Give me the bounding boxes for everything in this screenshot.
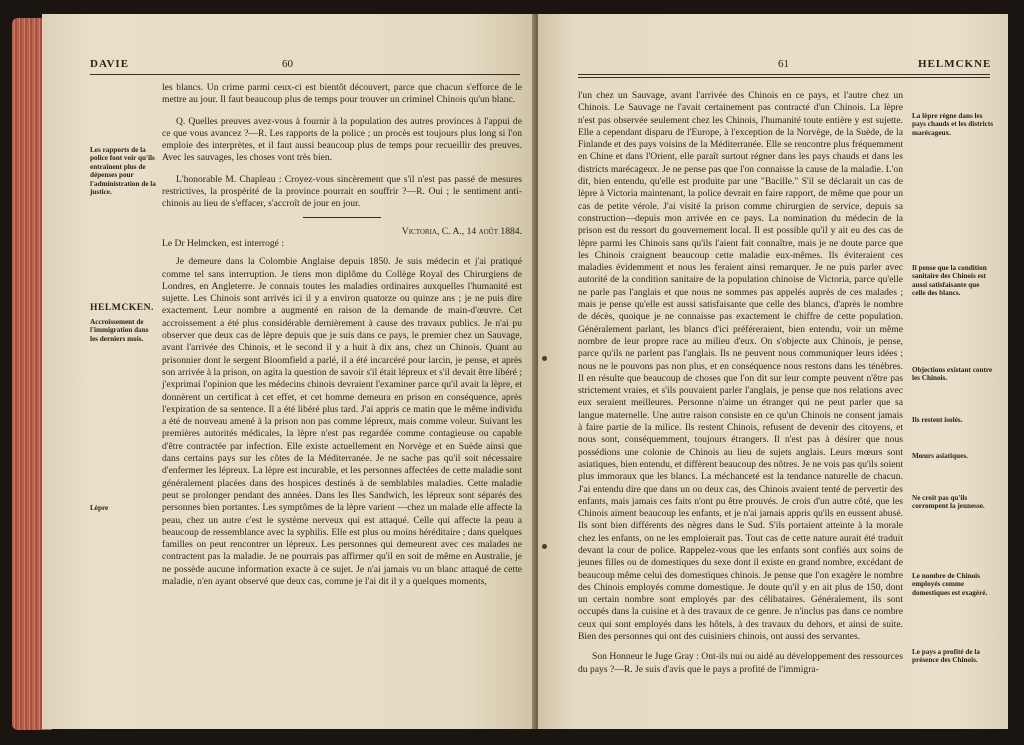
right-margin-note-5: Mœurs asiatiques. xyxy=(912,452,968,460)
left-page-number: 60 xyxy=(282,58,293,70)
left-paragraph-2: Q. Quelles preuves avez-vous à fournir à la population des autres provinces à l'appui de ce que vous avancez ?—R. Les rapports de la police ; un procès est toujours plus long si l'on emploie des interprètes, et il faut aussi beaucoup plus de temps pour recueillir des preuves. Avec les sauvages, les choses vont très bien. xyxy=(162,115,522,164)
left-paragraph-4: Je demeure dans la Colombie Anglaise depuis 1850. Je suis médecin et j'ai pratiqué comme tel sans interruption. Je tiens mon diplôme du Collège Royal des Chirurgiens de Londres, en Angleterre. Je connais toutes les maladies ordinaires auxquelles l'humanité est sujette. Les Chinois sont arrivés ici il y a environ quatorze ou quinze ans ; je ne puis dire exactement. Leur nombre a augmenté en raison de la demande de main-d'œuvre. Cet accroissement a été plus considérable dernièrement à cause des travaux publics. Je n'ai pu observer que deux cas de lèpre depuis que je suis dans ce pays, le premier chez un Sauvage, avant l'arrivée des Chinois, et le second il y a huit à dix ans, chez un Chinois. Quant au prisonnier dont le sergent Bloomfield a parlé, il a été incarcéré pour larcin, je pense, et après son arrivée à la prison, on agita la question de savoir s'il était lépreux et s'il devait être libéré ; j'exprimai l'opinion que les médecins chinois devraient l'examiner parce qu'il avait la lèpre, et donnèrent un certificat à cet effet, et cet homme demeura en prison en conséquence, après l'expiration de sa sentence. Il a été libéré plus tard. J'ai appris ce matin que le même individu a été de nouveau amené à la prison non pas comme lépreux, mais comme voleur. Suivant les premières autorités médicales, la lèpre n'est pas regardée comme contagieuse ou capable d'être contractée par infection. Elle existe actuellement en Norvège et en Suède ainsi que dans certains pays sur les côtes de la Méditerranée. Je ne sache pas qu'il soit nécessaire d'enfermer les lépreux. La lèpre est incurable, et les personnes affectées de cette maladie sont généralement placées dans des hospices destinés à de semblables maladies. Cette maladie peut se prolonger pendant des années. Dans les Iles Sandwich, les lépreux sont séparés des personnes bien portantes. Les symptômes de la lèpre varient —chez un malade elle affecte la peau, chez un autre c'est le système nerveux qui est attaqué. Celle qui affecte la peau a beaucoup de ressemblance avec la syphilis. Elle est plus ou moins héréditaire ; dans quelques familles on peut rencontrer un lépreux. Les personnes qui demeurent avec ces malades ne contractent pas la maladie. Je ne pourrais pas affirmer qu'il en soit de même en Australie, je ne possède aucune information exacte à ce sujet. Je n'ai jamais vu un blanc attaqué de cette maladie, n'en ayant observé que deux cas, comme je l'ai dit il y a quelques moments, xyxy=(162,256,522,587)
right-margin-note-8: Le pays a profité de la présence des Chinois. xyxy=(912,648,980,665)
right-margin-note-3: Objections existant contre les Chinois. xyxy=(912,366,993,383)
left-margin-note-2: Accroissement de l'immigration dans les derniers mois. xyxy=(90,318,149,343)
left-header-rule xyxy=(90,74,520,75)
binding-hole xyxy=(542,356,547,361)
right-text-block xyxy=(578,90,903,676)
right-header-rule xyxy=(578,74,990,75)
left-margin-note-1: Les rapports de la police font voir qu'ils entraînent plus de dépenses pour l'administration de la justice. xyxy=(90,146,156,197)
left-page xyxy=(42,14,536,729)
witness-intro: Le Dr Helmcken, est interrogé : xyxy=(162,237,285,249)
right-margin-note-6: Ne croit pas qu'ils corrompent la jeunesse. xyxy=(912,494,985,511)
right-margin-note-4: Ils restent isolés. xyxy=(912,416,963,424)
section-separator xyxy=(303,217,381,218)
right-page xyxy=(538,14,1008,729)
left-paragraph-1: les blancs. Un crime parmi ceux-ci est bientôt découvert, parce que chacun s'efforce de le mettre au jour. Il faut beaucoup plus de temps pour trouver un criminel Chinois qu'un blanc. xyxy=(162,82,522,106)
witness-name: HELMCKEN. xyxy=(90,302,154,313)
right-margin-note-7: Le nombre de Chinois employés comme domestiques est exagéré. xyxy=(912,572,988,597)
right-page-number: 61 xyxy=(778,58,789,70)
right-margin-note-1: La lèpre règne dans les pays chauds et les districts marécageux. xyxy=(912,112,994,137)
left-running-head: DAVIE xyxy=(90,58,130,70)
right-paragraph-1: l'un chez un Sauvage, avant l'arrivée des Chinois en ce pays, et l'autre chez un Chinois. Le Sauvage ne l'avait certainement pas contracté d'un Chinois. La lèpre n'est pas observée seulement chez les Chinois, l'humanité toute entière y est sujette. Elle a cependant disparu de l'Europe, à l'exception de la Norvège, de la Suède, de la Finlande et des pays voisins de la Méditerranée. Elle se rencontre plus fréquemment en Chine et dans l'Orient, elle paraît surtout régner dans les pays chauds et dans les districts marécageux. Je ne pense pas que l'on connaisse la cause de la maladie. L'on dit, bien entendu, qu'elle est produite par une "Bacille." S'il se déclarait un cas de lèpre à Victoria maintenant, la police devrait en faire rapport, de même que pour un cas de petite vérole. J'ai visité la prison comme chirurgien de service, depuis sa construction—depuis mon arrivée en ce pays. La nomination du médecin de la prison est du ressort du gouvernement local. Il est possible qu'il y ait eu des cas de lèpre parmi les Chinois sans qu'ils l'aient fait connaître, mais je ne doute parce que les Chinois craignent beaucoup cette maladie eux-mêmes. Ils éviteraient ces maladies évidemment et nous les feraient ainsi remarquer. Je ne puis parler avec autorité de la condition sanitaire de la population chinoise de Victoria, parce qu'elle ne parle pas l'anglais et que nous ne sommes pas appelés auprès de ces malades ; mais je pense qu'elle est aussi satisfaisante que celle des blancs, d'après le nombre de décès, quoique je ne connaisse pas exactement le chiffre de cette population. Généralement parlant, les blancs d'ici préféreraient, bien entendu, voir un même nombre de leur propre race au milieu d'eux. On s'objecte aux Chinois, je pense, parce qu'ils ne parlent pas l'anglais. Ils ne peuvent nous communiquer leurs idées ; nous ne le pouvons pas non plus, et en conséquence nous restons dans les ténèbres. Il en résulte que beaucoup de choses que l'on dit sur leur compte peuvent n'être pas strictement vraies, et s'ils pouvaient parler l'anglais, je pense que nos relations avec eux seraient meilleures. Personne n'aime un étranger qui ne peut parler que sa langue maternelle. Une autre raison consiste en ce qu'un Chinois ne consent jamais à faire partie de la milice. Ils restent Chinois, refusent de devenir des citoyens, et nous sont, conséquemment, toujours étrangers. Il n'est pas à désirer que nous possédions une colonie de Chinois au lieu de sujets anglais. Leurs mœurs sont asiatiques, bien entendu, et diffèrent beaucoup des nôtres. Je ne vois pas qu'ils soient plus immoraux que les blancs. La méchanceté est la tendance naturelle de chacun. J'ai entendu dire que dans un ou deux cas, des Chinois avaient tenté de pervertir des enfants, mais jamais ces faits n'ont pu être prouvés. Je crois d'un autre côté, que les Chinois aiment beaucoup les enfants, et je n'ai jamais appris qu'ils en eussent abusé. Ils sont bien différents des nègres dans le Sud. S'ils portaient atteinte à la morale chez les enfants, on ne les emploierait pas. Tout cas de cette nature aurait été traduit devant la cour de police. Rappelez-vous que les enfants sont confiés aux soins de jeunes filles ou de domestiques du sexe dont il existe en grand nombre, excédant de beaucoup même celui des domestiques chinois. Je pense que l'on exagère le nombre des Chinois employés comme domestique. Je doute qu'il y en ait plus de 150, dont un certain nombre sont employés par des célibataires. Généralement, ils sont occupés dans la cuisine et à des travaux de ce genre. Je n'inclus pas dans ce nombre ceux qui sont employés dans les hôtels, à des travaux du dehors, et ainsi de suite. Bien des personnes qui ont des cuisiniers chinois, ont aussi des servantes. xyxy=(578,90,903,643)
right-header-rule-thin xyxy=(578,77,990,78)
binding-hole xyxy=(542,544,547,549)
right-margin-note-2: Il pense que la condition sanitaire des Chinois est aussi satisfaisante que celle des blancs. xyxy=(912,264,987,298)
right-paragraph-2: Son Honneur le Juge Gray : Ont-ils nui ou aidé au développement des ressources du pays ?—R. Je suis d'avis que le pays a profité de l'immigra- xyxy=(578,651,903,675)
book-spread xyxy=(6,4,1020,741)
left-margin-note-3: Lèpre xyxy=(90,504,109,512)
left-text-block xyxy=(162,82,522,588)
dateline: Victoria, C. A., 14 août 1884. xyxy=(401,225,522,237)
right-running-head: HELMCKNE xyxy=(918,58,992,70)
left-paragraph-3: L'honorable M. Chapleau : Croyez-vous sincèrement que s'il n'est pas passé de mesures restrictives, la prospérité de la province pourrait en souffrir ?—R. Oui ; le sentiment anti-chinois au lieu de s'effacer, s'accroît de jour en jour. xyxy=(162,173,522,210)
